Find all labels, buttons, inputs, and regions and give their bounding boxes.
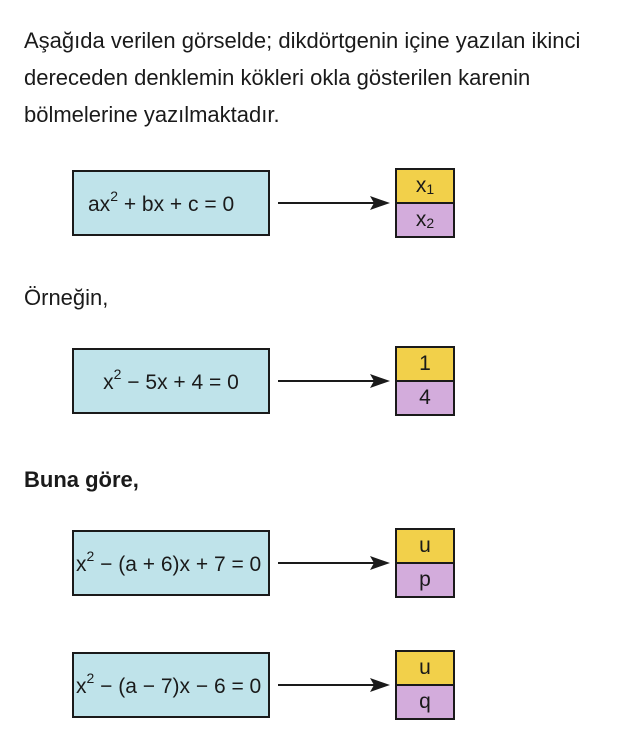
equation-box-q — [72, 652, 270, 718]
roots-square-q — [395, 650, 455, 720]
equation-box-p — [72, 530, 270, 596]
equation-box-example — [72, 348, 270, 414]
roots-square-example — [395, 346, 455, 416]
root-cell-bottom: 4 — [397, 382, 453, 414]
root-cell-top: u — [397, 652, 453, 686]
right-arrow-icon — [278, 675, 390, 695]
roots-square-general — [395, 168, 455, 238]
root-cell-bottom: q — [397, 686, 453, 718]
example-label: Örneğin, — [24, 285, 109, 310]
right-arrow-icon — [278, 193, 390, 213]
right-arrow-icon — [278, 553, 390, 573]
root-cell-bottom: x $_2$ — [397, 204, 453, 236]
equation-box-general — [72, 170, 270, 236]
question-label: Buna göre, — [24, 467, 139, 492]
root-cell-top: x $_1$ — [397, 170, 453, 204]
equation-text: $ax^2$ + bx + c = 0 — [88, 187, 235, 216]
root-cell-bottom: p — [397, 564, 453, 596]
intro-text: Aşağıda verilen görselde; dikdörtgenin içine yazılan ikinci dereceden denklemin kökleri okla gösterilen karenin bölmelerine yazılmaktadır. — [24, 28, 581, 127]
equation-text: $x^2 - (a + 6)x + 7 = 0$ — [76, 547, 262, 576]
equation-text: $x^2 - 5x + 4 = 0$ — [103, 365, 239, 394]
equation-text: $x^2 - (a - 7)x - 6 = 0$ — [76, 669, 262, 698]
right-arrow-icon — [278, 371, 390, 391]
roots-square-p — [395, 528, 455, 598]
root-cell-top: 1 — [397, 348, 453, 382]
root-cell-top: u — [397, 530, 453, 564]
